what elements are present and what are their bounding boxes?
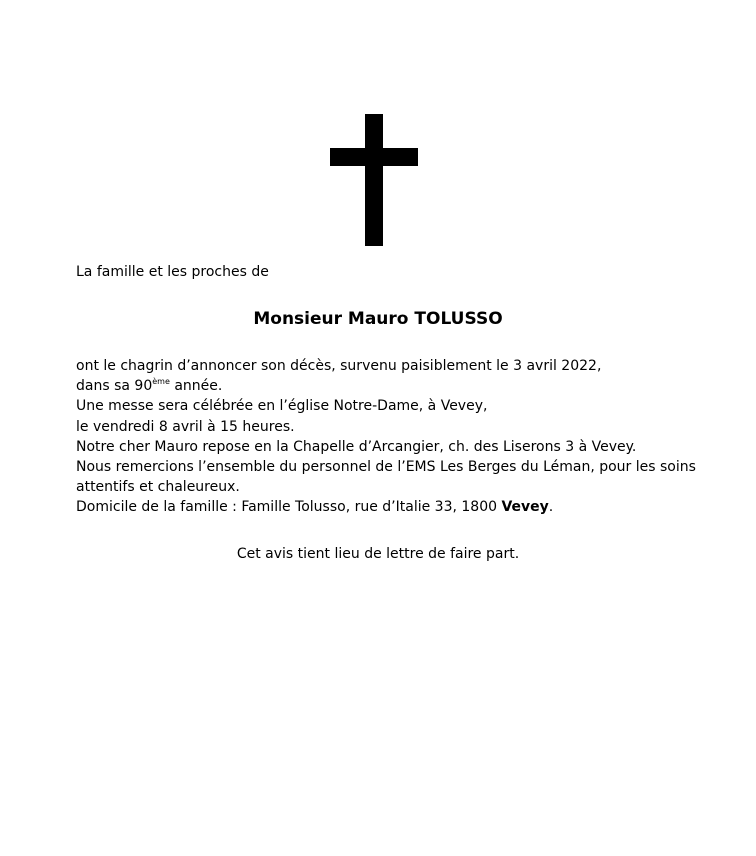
cross-vertical-bar — [365, 114, 383, 246]
body-line-2-start: dans sa 90 — [76, 378, 153, 395]
body-line-8 — [76, 497, 696, 517]
body-line-2 — [76, 376, 696, 396]
intro-text: La famille et les proches de — [76, 264, 269, 280]
closing-note: Cet avis tient lieu de lettre de faire part. — [236, 546, 520, 562]
body-line-4: le vendredi 8 avril à 15 heures. — [76, 418, 295, 435]
body-line-7: attentifs et chaleureux. — [76, 479, 240, 496]
family-address-end: . — [548, 499, 554, 516]
family-address: Domicile de la famille : Famille Tolusso, rue d’Italie 33, 1800 — [76, 499, 502, 516]
body-line-6: Nous remercions l’ensemble du personnel de l’EMS Les Berges du Léman, pour les soins — [76, 459, 696, 476]
body-line-2-end: année. — [169, 378, 223, 395]
cross-horizontal-bar — [330, 148, 418, 166]
body-line-5: Notre cher Mauro repose en la Chapelle d’Arcangier, ch. des Liserons 3 à Vevey. — [76, 438, 637, 455]
deceased-name: Monsieur Mauro TOLUSSO — [253, 309, 503, 329]
announcement-body — [76, 356, 696, 518]
ordinal-superscript: ème — [152, 377, 170, 387]
body-line-3: Une messe sera célébrée en l’église Notre-Dame, à Vevey, — [76, 398, 488, 415]
family-city: Vevey — [501, 499, 549, 516]
body-line-1: ont le chagrin d’annoncer son décès, survenu paisiblement le 3 avril 2022, — [76, 358, 602, 374]
